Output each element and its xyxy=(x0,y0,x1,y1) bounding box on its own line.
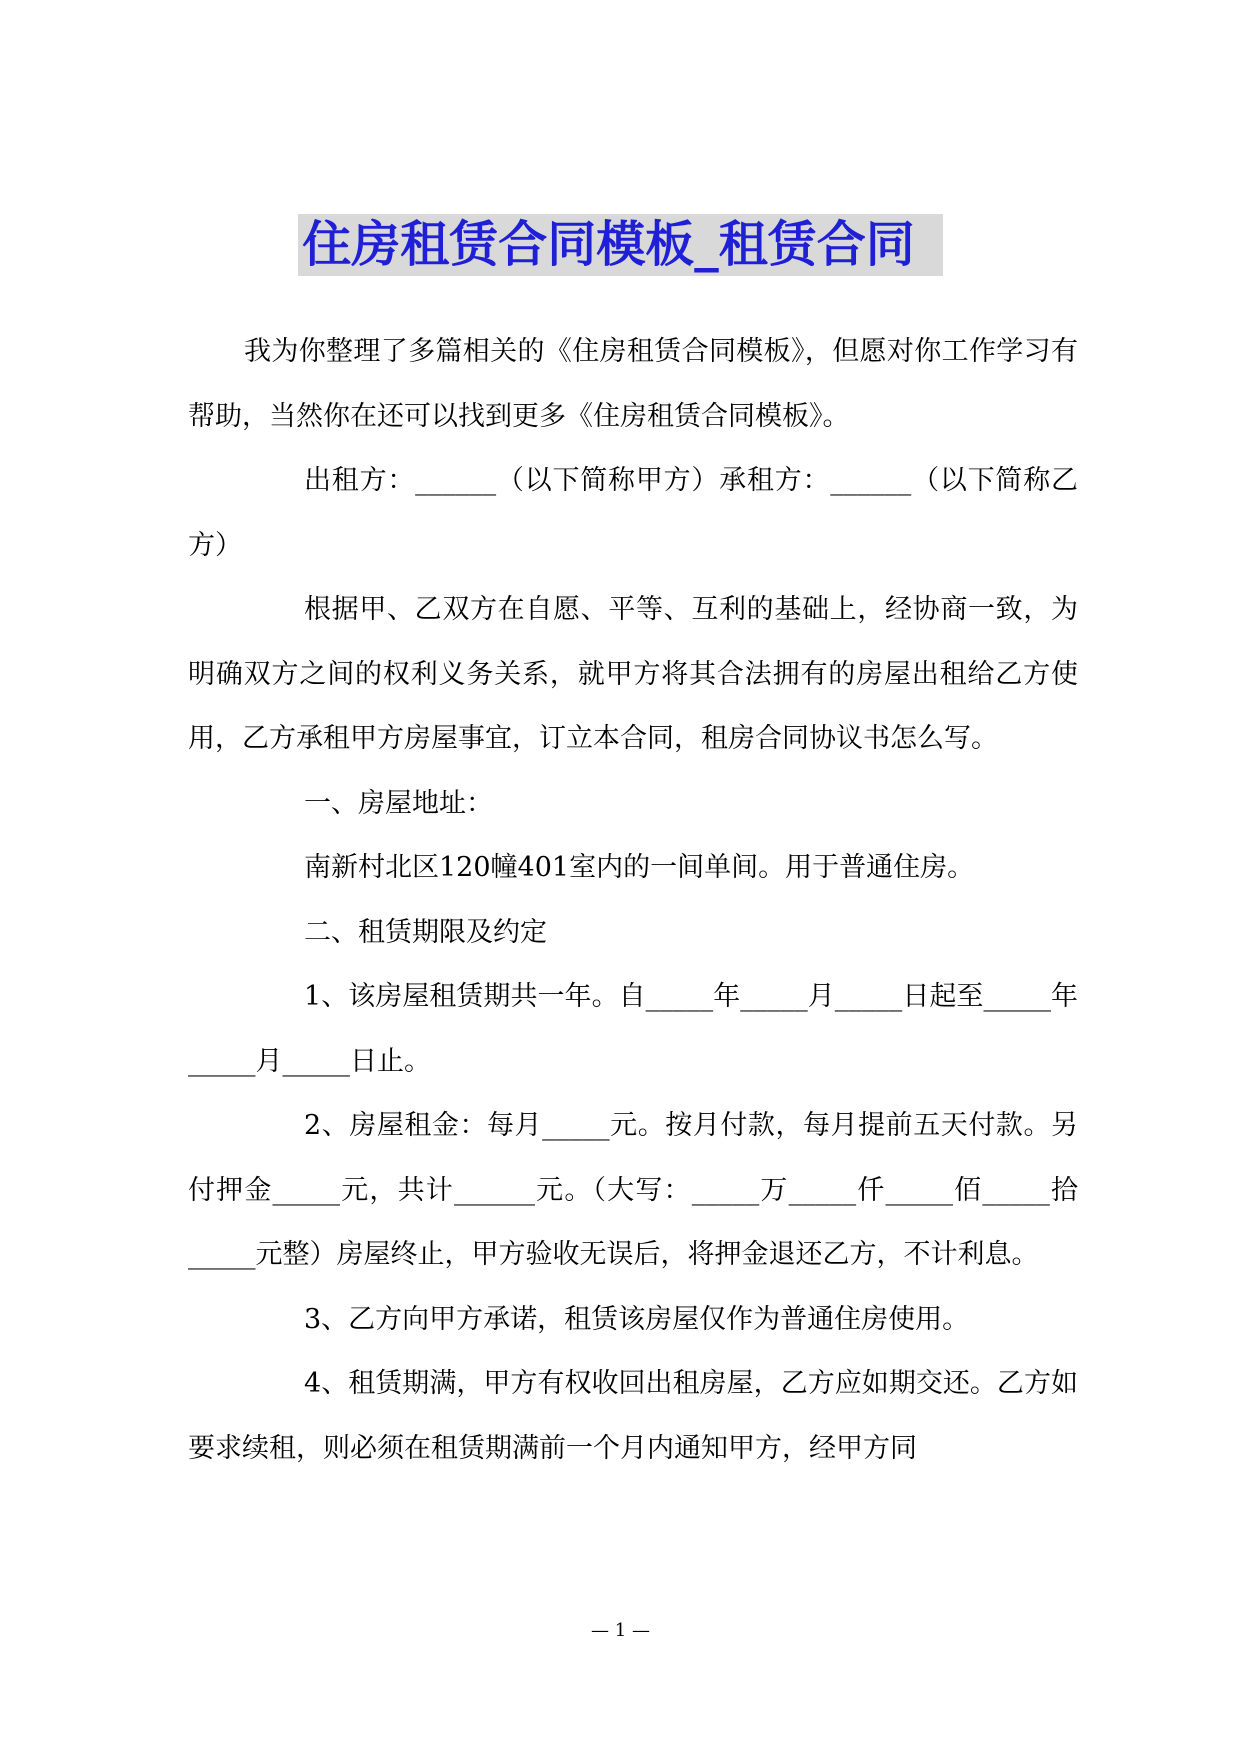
address-paragraph: 南新村北区120幢401室内的一间单间。用于普通住房。 xyxy=(304,852,975,883)
parties-paragraph: 出租方：______（以下简称甲方）承租方：______（以下简称乙方） xyxy=(188,465,1078,561)
intro-paragraph: 我为你整理了多篇相关的《住房租赁合同模板》，但愿对你工作学习有帮助，当然你在还可以找到更多《住房租赁合同模板》。 xyxy=(188,336,1078,432)
section-heading-address: 一、房屋地址： xyxy=(304,787,493,819)
clause-2: 2、房屋租金：每月_____元。按月付款，每月提前五天付款。另付押金_____元，共计______元。（大写：_____万_____仟_____佰_____拾_____元整）房屋终止，甲方验收无误后，将押金退还乙方，不计利息。 xyxy=(188,1110,1078,1270)
page-number: — 1 — xyxy=(591,1620,650,1641)
document-body xyxy=(188,320,1078,1481)
basis-paragraph: 根据甲、乙双方在自愿、平等、互利的基础上，经协商一致，为明确双方之间的权利义务关系，就甲方将其合法拥有的房屋出租给乙方使用，乙方承租甲方房屋事宜，订立本合同，租房合同协议书怎么写。 xyxy=(188,594,1078,754)
section-heading-term: 二、租赁期限及约定 xyxy=(304,916,547,948)
clause-1: 1、该房屋租赁期共一年。自_____年_____月_____日起至_____年_____月_____日止。 xyxy=(188,981,1078,1077)
document-title: 住房租赁合同模板_租赁合同 xyxy=(298,214,943,276)
clause-3: 3、乙方向甲方承诺，租赁该房屋仅作为普通住房使用。 xyxy=(304,1303,970,1335)
clause-4: 4、租赁期满，甲方有权收回出租房屋，乙方应如期交还。乙方如要求续租，则必须在租赁期满前一个月内通知甲方，经甲方同 xyxy=(188,1368,1078,1464)
title-container xyxy=(0,214,1241,276)
